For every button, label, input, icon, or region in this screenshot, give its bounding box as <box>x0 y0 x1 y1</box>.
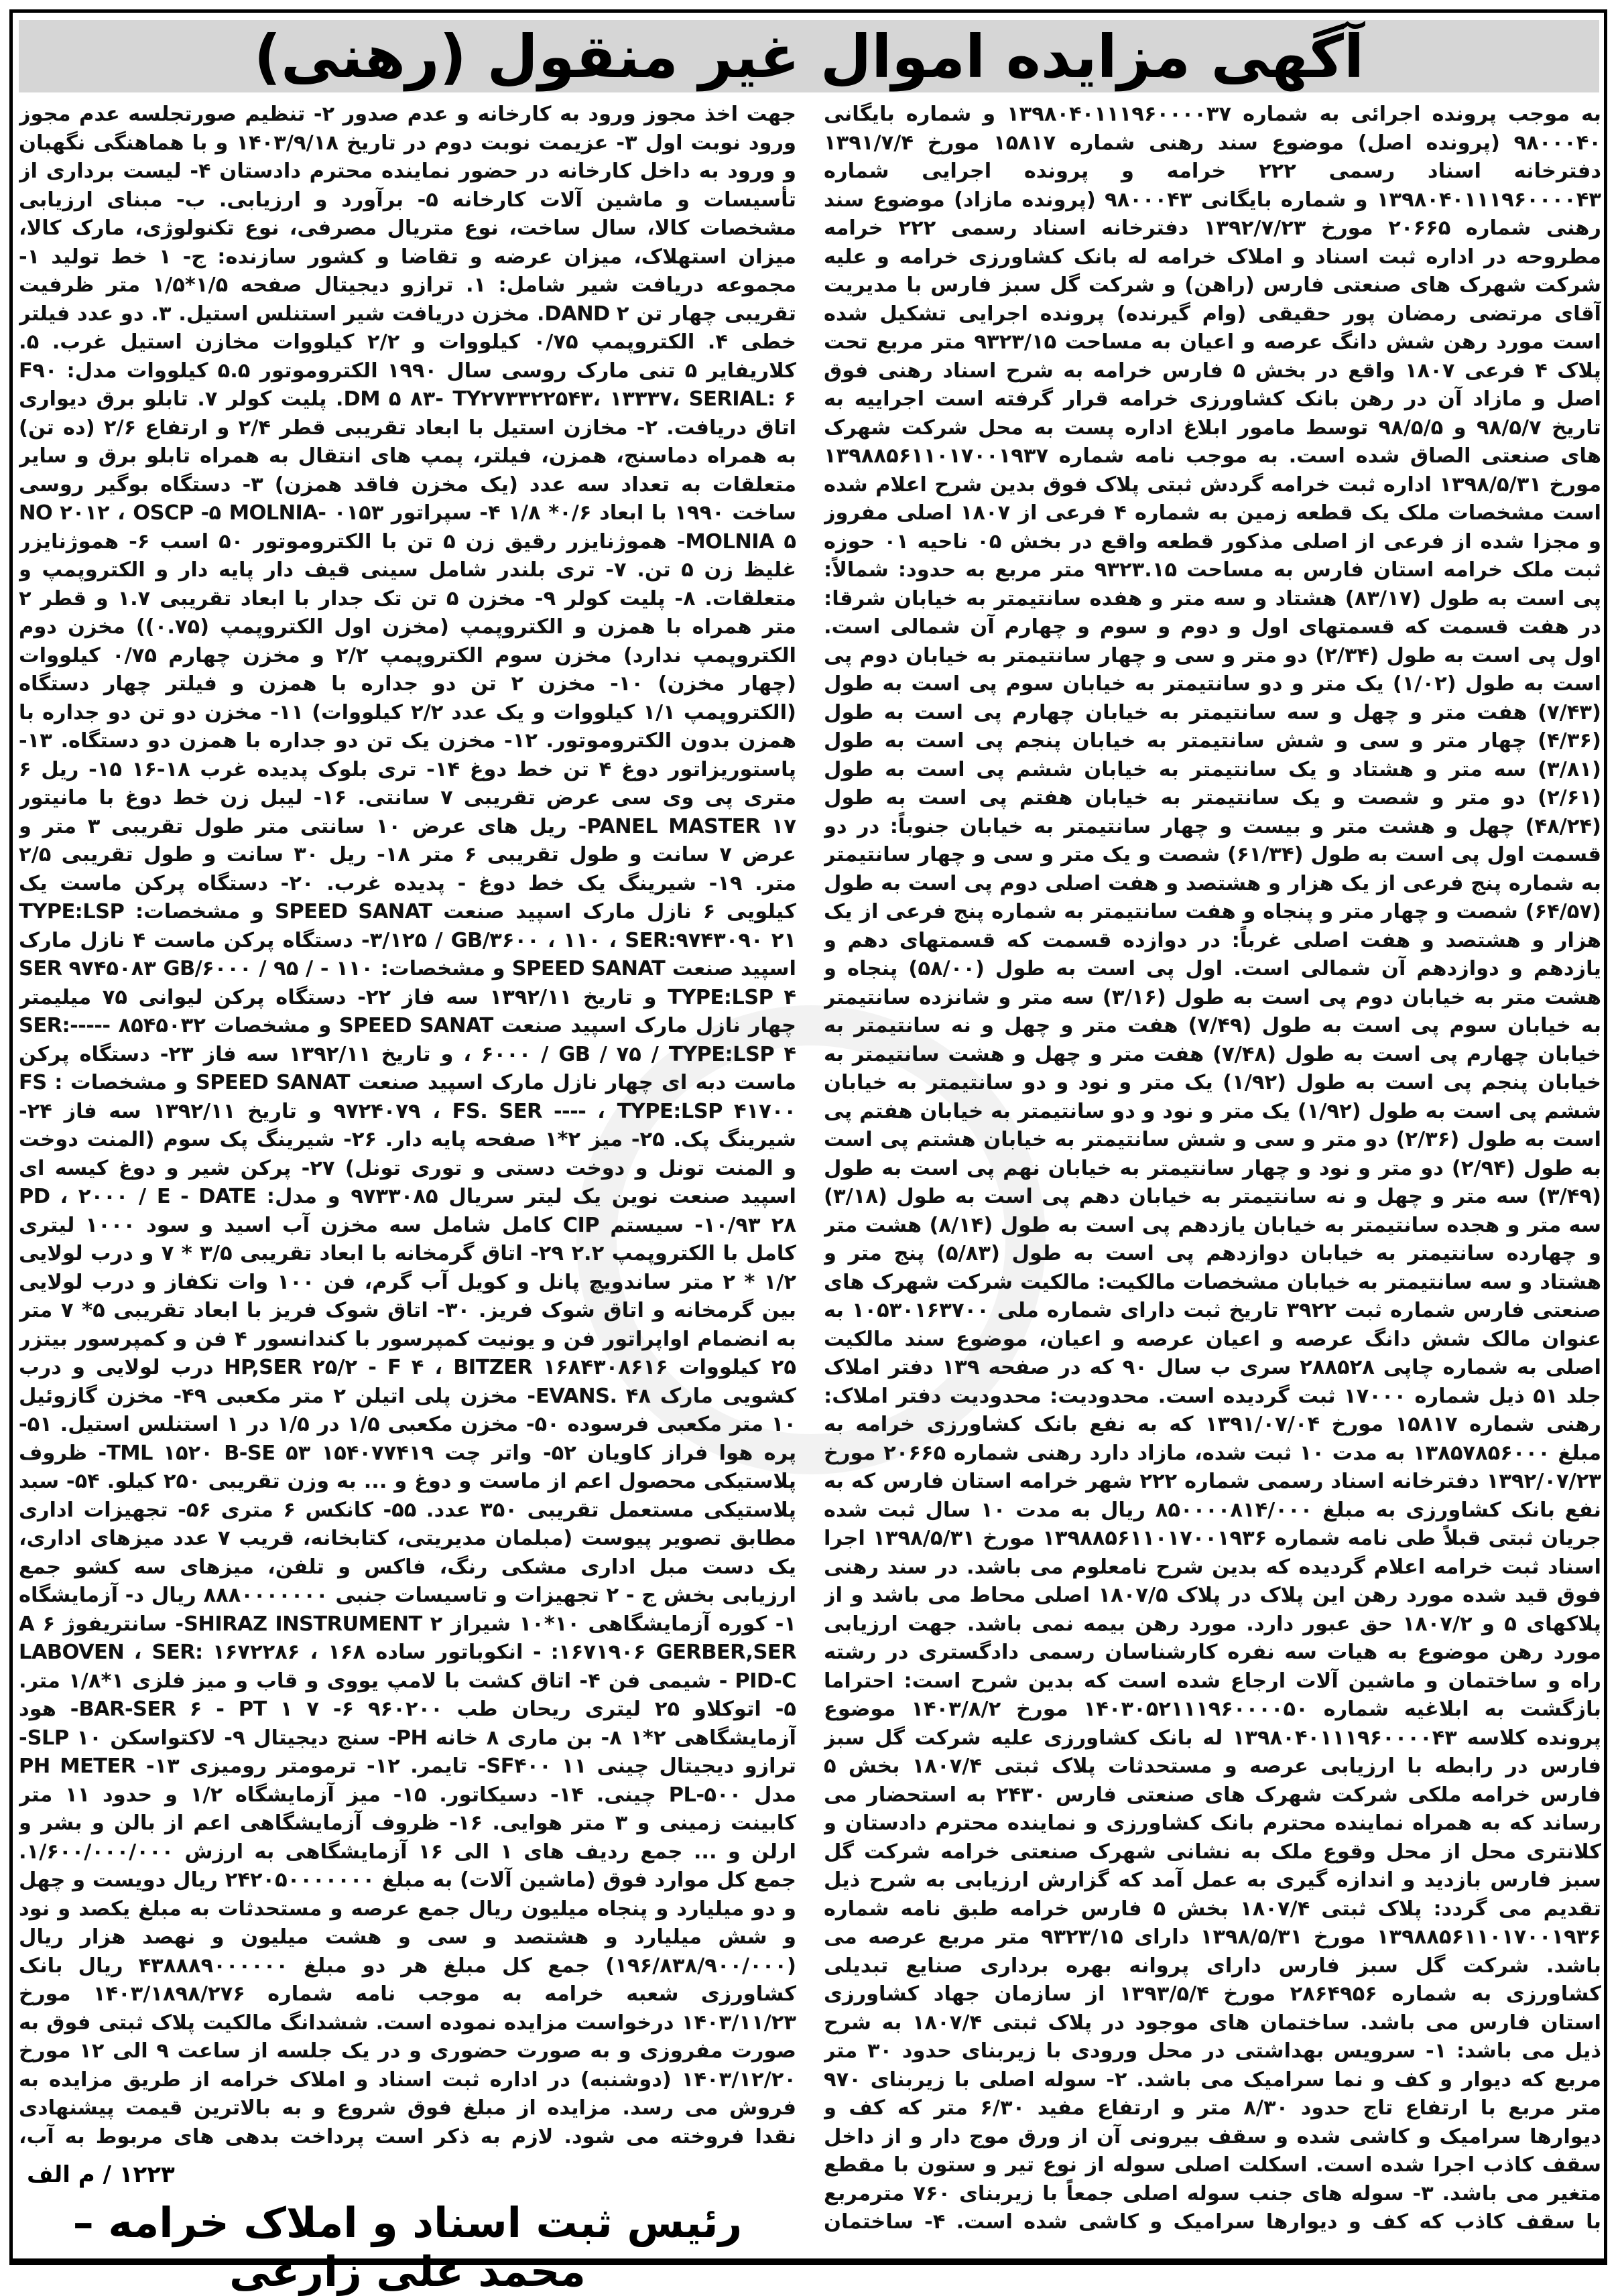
title-band <box>19 20 1599 92</box>
notice-title: آگهی مزایده اموال غیر منقول (رهنی) <box>253 21 1365 91</box>
reference-number: ۱۲۲۳ / م الف <box>27 2161 175 2188</box>
text-column-left: جهت اخذ مجوز ورود به کارخانه و عدم صدور ۲- تنظیم صورتجلسه عدم مجوز ورود نوبت اول ۳- عزیمت نوبت دوم در تاریخ ۱۴۰۳/۹/۱۸ و با هماهنگی نگهبان و ورود به داخل کارخانه در حضور نماینده محترم دادستان ۴- لیست برداری از تأسیسات و ماشین آلات کارخانه ۵- برآورد و ارزیابی. ب- مبنای ارزیابی مشخصات کالا، سال ساخت، نوع متریال مصرفی، نوع تکنولوژی، مارک کالا، میزان استهلاک، میزان عرضه و تقاضا و کشور سازنده: ج- ۱ خط تولید ۱- مجموعه دریافت شیر شامل: ۱. ترازو دیجیتال صفحه ۱/۵*۱/۵ متر ظرفیت تقریبی چهار تن DAND ۲. مخزن دریافت شیر استنلس استیل. ۳. دو عدد فیلتر خطی ۴. الکتروپمپ ۰/۷۵ کیلووات و ۲/۲ کیلووات مخازن استیل غرب. ۵. کلاریفایر ۵ تنی مارک روسی سال ۱۹۹۰ الکتروموتور ۵.۵ کیلووات مدل: F۹۰ DM ۵ ۸۳- TY۲۷۳۳۲۲۵۴۳، ۱۳۳۳۷، SERIAL: ۶. پلیت کولر ۷. تابلو برق دیواری اتاق دریافت. ۲- مخازن استیل با ابعاد تقریبی قطر ۲/۴ و ارتفاع ۲/۶ (ده تن) به همراه دماسنج، همزن، فیلتر، پمپ های انتقال به همراه تابلو برق و سایر متعلقات به تعداد سه عدد (یک مخزن فاقد همزن) ۳- دستگاه بوگیر روسی ساخت ۱۹۹۰ با ابعاد ۰/۶* ۱/۸ ۴- سپراتور ۰۱۵۳ NO ۲۰۱۲ ، OSCP -۵ MOLNIA-MOLNIA ۵- هموژنایزر رقیق زن ۵ تن با الکتروموتور ۵۰ اسب ۶- هموژنایزر غلیظ زن ۵ تن. ۷- تری بلندر شامل سینی قیف دار پایه دار و الکتروپمپ و متعلقات. ۸- پلیت کولر ۹- مخزن ۵ تن تک جدار با ابعاد تقریبی ۱.۷ و قطر ۲ متر همراه با همزن و الکتروپمپ (مخزن اول الکتروپمپ (۰.۷۵)) مخزن دوم الکتروپمپ ندارد) مخزن سوم الکتروپمپ ۲/۲ و مخزن چهارم ۰/۷۵ کیلووات (چهار مخزن) ۱۰- مخزن ۲ تن دو جداره با همزن و فیلتر چهار دستگاه (الکتروپمپ ۱/۱ کیلووات و یک عدد ۲/۲ کیلووات) ۱۱- مخزن دو تن دو جداره با همزن بدون الکتروموتور. ۱۲- مخزن یک تن دو جداره با همزن دو دستگاه. ۱۳- پاستوریزاتور دوغ ۴ تن خط دوغ ۱۴- تری بلوک پدیده غرب ۱۸-۱۶ ۱۵- ریل ۶ متری پی وی سی عرض تقریبی ۷ سانتی. ۱۶- لیبل زن خط دوغ با مانیتور PANEL MASTER ۱۷- ریل های عرض ۱۰ سانتی متر طول تقریبی ۳ متر و عرض ۷ سانت و طول تقریبی ۶ متر ۱۸- ریل ۳۰ سانت و طول تقریبی ۲/۵ متر. ۱۹- شیرینگ یک خط دوغ - پدیده غرب. ۲۰- دستگاه پرکن ماست یک کیلویی ۶ نازل مارک اسپید صنعت SPEED SANAT و مشخصات: TYPE:LSP ۳/۱۲۵ / GB/۳۶۰۰ ، ۱۱۰ ، SER:۹۷۴۳۰۹۰ ۲۱- دستگاه پرکن ماست ۴ نازل مارک اسپید صنعت SPEED SANAT و مشخصات: ۱۱۰ - SER ۹۷۴۵۰۸۳ GB/۶۰۰۰ / ۹۵ / TYPE:LSP ۴ و تاریخ ۱۳۹۲/۱۱ سه فاز ۲۲- دستگاه پرکن لیوانی ۷۵ میلیمتر چهار نازل مارک اسپید صنعت SPEED SANAT و مشخصات ۸۵۴۵۰۳۲ SER:----- ، ۶۰۰۰ / GB / ۷۵ / TYPE:LSP ۴ و تاریخ ۱۳۹۲/۱۱ سه فاز ۲۳- دستگاه پرکن ماست دبه ای چهار نازل مارک اسپید صنعت SPEED SANAT و مشخصات FS : ۹۷۲۴۰۷۹ ، FS. SER ---- ، TYPE:LSP ۴۱۷۰۰ و تاریخ ۱۳۹۲/۱۱ سه فاز ۲۴- شیرینگ پک. ۲۵- میز ۲*۱ صفحه پایه دار. ۲۶- شیرینگ پک سوم (المنت دوخت و المنت تونل و دوخت دستی و توری تونل) ۲۷- پرکن شیر و دوغ کیسه ای اسپید صنعت نوین یک لیتر سریال ۹۷۳۳۰۸۵ و مدل: PD ، ۲۰۰۰ / E - DATE ۱۰/۹۳ ۲۸- سیستم CIP کامل شامل سه مخزن آب اسید و سود ۱۰۰۰ لیتری کامل با الکتروپمپ ۲.۲ ۲۹- اتاق گرمخانه با ابعاد تقریبی ۳/۵ * ۷ و درب لولایی ۱/۲ * ۲ متر ساندویچ پانل و کویل آب گرم، فن ۱۰۰ وات تکفاز و درب لولایی بین گرمخانه و اتاق شوک فریز. ۳۰- اتاق شوک فریز با ابعاد تقریبی ۵* ۷ متر به انضمام اواپراتور فن و یونیت کمپرسور با کندانسور ۴ فن و کمپرسور بیتزر ۲۵ کیلووات ۱۶۸۴۳۰۸۶۱۶ HP,SER ۲۵/۲ - F ۴ ، BITZER درب لولایی و درب کشویی مارک EVANS. ۴۸- مخزن پلی اتیلن ۲ متر مکعبی ۴۹- مخزن گازوئیل ۱۰ متر مکعبی فرسوده ۵۰- مخزن مکعبی ۱/۵ در ۱/۵ در ۱ استنلس استیل. ۵۱- پره هوا فراز کاویان ۵۲- واتر چت ۱۵۴۰۷۷۴۱۹ TML ۱۵۲۰ B-SE ۵۳- ظروف پلاستیکی محصول اعم از ماست و دوغ و ... به وزن تقریبی ۲۵۰ کیلو. ۵۴- سبد پلاستیکی مستعمل تقریبی ۳۵۰ عدد. ۵۵- کانکس ۶ متری ۵۶- تجهیزات اداری مطابق تصویر پیوست (مبلمان مدیریتی، کتابخانه، قریب ۷ عدد میزهای اداری، یک دست مبل اداری مشکی رنگ، فاکس و تلفن، میزهای سه کشو جمع ارزیابی بخش ج - ۲ تجهیزات و تاسیسات جنبی ۸۸۸۰۰۰۰۰۰۰ ریال د- آزمایشگاه ۱- کوره آزمایشگاهی ۱۰*۱۰ شیراز SHIRAZ INSTRUMENT ۲- سانتریفوژ ۶ A ۱۶۷۱۹۰۶ GERBER,SER: - انکوباتور ساده LABOVEN ، SER: ۱۶۷۲۲۸۶ ، ۱۶۸ PID-C - شیمی فن ۴- اتاق کشت با لامپ یووی و قاب و میز فلزی ۱*۱/۸ متر. ۵- اتوکلاو ۲۵ لیتری ریحان طب ۹۶۰۲۰۰ ۶- BAR-SER ۶ - PT ۱ ۷- هود آزمایشگاهی ۲*۱ ۸- بن ماری ۸ خانه PH- سنج دیجیتال ۹- لاکتواسکن SLP ۱۰- ترازو دیجیتال چینی SF۴۰۰ ۱۱- تایمر. ۱۲- ترمومتر رومیزی ۱۳- PH METER مدل PL-۵۰۰ چینی. ۱۴- دسیکاتور. ۱۵- میز آزمایشگاه ۱/۲ و حدود ۱۱ متر کابینت زمینی و ۳ متر هوایی. ۱۶- ظروف آزمایشگاهی اعم از بالن و بشر و ارلن و ... جمع ردیف های ۱ الی ۱۶ آزمایشگاهی به ارزش ۱/۶۰۰/۰۰۰/۰۰۰. جمع کل موارد فوق (ماشین آلات) به مبلغ ۲۴۲۰۵۰۰۰۰۰۰۰ ریال دویست و چهل و دو میلیارد و پنجاه میلیون ریال جمع عرصه و مستحدثات به مبلغ یکصد و نود و شش میلیارد و هشتصد و سی و هشت میلیون و نهصد هزار ریال (۱۹۶/۸۳۸/۹۰۰/۰۰۰) جمع کل مبلغ هر دو مبلغ ۴۳۸۸۸۹۰۰۰۰۰۰ ریال بانک کشاورزی شعبه خرامه به موجب نامه شماره ۱۴۰۳/۱۸۹۸/۲۷۶ مورخ ۱۴۰۳/۱۱/۲۳ درخواست مزایده نموده است. ششدانگ مالکیت پلاک ثبتی فوق به صورت مفروزی و به صورت حضوری و در یک جلسه از ساعت ۹ الی ۱۲ مورخ ۱۴۰۳/۱۲/۲۰ (دوشنبه) در اداره ثبت اسناد و املاک خرامه از طریق مزایده به فروش می رسد. مزایده از مبلغ فوق شروع و به بالاترین قیمت پیشنهادی نقدا فروخته می شود. لازم به ذکر است پرداخت بدهی های مربوط به آب، <box>19 103 796 2149</box>
signature-line: رئیس ثبت اسناد و املاک خرامه – محمد علی زارعی <box>72 2198 743 2296</box>
text-column-right: به موجب پرونده اجرائی به شماره ۱۳۹۸۰۴۰۱۱۱۹۶۰۰۰۰۳۷ و شماره بایگانی ۹۸۰۰۰۴۰ (پرونده اصل) موضوع سند رهنی شماره ۱۵۸۱۷ مورخ ۱۳۹۱/۷/۴ دفترخانه اسناد رسمی ۲۲۲ خرامه و پرونده اجرایی شماره ۱۳۹۸۰۴۰۱۱۱۹۶۰۰۰۰۴۳ و شماره بایگانی ۹۸۰۰۰۴۳ (پرونده مازاد) موضوع سند رهنی شماره ۲۰۶۶۵ مورخ ۱۳۹۲/۷/۲۳ دفترخانه اسناد رسمی ۲۲۲ خرامه مطروحه در اداره ثبت اسناد و املاک خرامه له بانک کشاورزی خرامه و علیه شرکت شهرک های صنعتی فارس (راهن) و شرکت گل سبز فارس با مدیریت آقای مرتضی رمضان پور حقیقی (وام گیرنده) پرونده اجرایی تشکیل شده است مورد رهن شش دانگ عرصه و اعیان به مساحت ۹۳۲۳/۱۵ متر مربع تحت پلاک ۴ فرعی ۱۸۰۷ واقع در بخش ۵ فارس خرامه به شرح اسناد رهنی فوق اصل و مازاد آن در رهن بانک کشاورزی خرامه قرار گرفته است اجراییه به تاریخ ۹۸/۵/۷ و ۹۸/۵/۵ توسط مامور ابلاغ اداره پست به محل شرکت شهرک های صنعتی الصاق شده است. به موجب نامه شماره ۱۳۹۸۸۵۶۱۱۰۱۷۰۰۱۹۳۷ مورخ ۱۳۹۸/۵/۳۱ اداره ثبت خرامه گردش ثبتی پلاک فوق بدین شرح اعلام شده است مشخصات ملک یک قطعه زمین به شماره ۴ فرعی از ۱۸۰۷ اصلی مفروز و مجزا شده از فرعی از اصلی مذکور قطعه واقع در بخش ۰۵ ناحیه ۰۱ حوزه ثبت ملک خرامه استان فارس به مساحت ۹۳۲۳.۱۵ متر مربع به حدود: شمالاً: پی است به طول (۸۳/۱۷) هشتاد و سه متر و هفده سانتیمتر به خیابان شرقا: در هفت قسمت که قسمتهای اول و دوم و سوم و چهارم آن شمالی است. اول پی است به طول (۲/۳۴) دو متر و سی و چهار سانتیمتر به خیابان دوم پی است به طول (۱/۰۲) یک متر و دو سانتیمتر به خیابان سوم پی است به طول (۷/۴۳) هفت متر و چهل و سه سانتیمتر به خیابان چهارم پی است به طول (۴/۳۶) چهار متر و سی و شش سانتیمتر به خیابان پنجم پی است به طول (۳/۸۱) سه متر و هشتاد و یک سانتیمتر به خیابان ششم پی است به طول (۲/۶۱) دو متر و شصت و یک سانتیمتر به خیابان هفتم پی است به طول (۴۸/۲۴) چهل و هشت متر و بیست و چهار سانتیمتر به خیابان جنوباً: در دو قسمت اول پی است به طول (۶۱/۳۴) شصت و یک متر و سی و چهار سانتیمتر به شماره پنج فرعی از یک هزار و هشتصد و هفت اصلی دوم پی است به طول (۶۴/۵۷) شصت و چهار متر و پنجاه و هفت سانتیمتر به شماره پنج فرعی از یک هزار و هشتصد و هفت اصلی غرباً: در دوازده قسمت که قسمتهای دهم و یازدهم و دوازدهم آن شمالی است. اول پی است به طول (۵۸/۰۰) پنجاه و هشت متر به خیابان دوم پی است به طول (۳/۱۶) سه متر و شانزده سانتیمتر به خیابان سوم پی است به طول (۷/۴۹) هفت متر و چهل و نه سانتیمتر به خیابان چهارم پی است به طول (۷/۴۸) هفت متر و چهل و هشت سانتیمتر به خیابان پنجم پی است به طول (۱/۹۲) یک متر و نود و دو سانتیمتر به خیابان ششم پی است به طول (۱/۹۲) یک متر و نود و دو سانتیمتر به خیابان هفتم پی است به طول (۲/۳۶) دو متر و سی و شش سانتیمتر به خیابان هشتم پی است به طول (۲/۹۴) دو متر و نود و چهار سانتیمتر به خیابان نهم پی است به طول (۳/۴۹) سه متر و چهل و نه سانتیمتر به خیابان دهم پی است به طول (۳/۱۸) سه متر و هجده سانتیمتر به خیابان یازدهم پی است به طول (۸/۱۴) هشت متر و چهارده سانتیمتر به خیابان دوازدهم پی است به طول (۵/۸۳) پنج متر و هشتاد و سه سانتیمتر به خیابان مشخصات مالکیت: مالکیت شرکت شهرک های صنعتی فارس شماره ثبت ۳۹۲۲ تاریخ ثبت دارای شماره ملی ۱۰۵۳۰۱۶۳۷۰۰ به عنوان مالک شش دانگ عرصه و اعیان عرصه و اعیان، موضوع سند مالکیت اصلی به شماره چاپی ۲۸۸۵۲۸ سری ب سال ۹۰ که در صفحه ۱۳۹ دفتر املاک جلد ۵۱ ذیل شماره ۱۷۰۰۰ ثبت گردیده است. محدودیت: محدودیت دفتر املاک: رهنی شماره ۱۵۸۱۷ مورخ ۱۳۹۱/۰۷/۰۴ که به نفع بانک کشاورزی خرامه به مبلغ ۱۳۸۵۷۸۵۶۰۰۰ به مدت ۱۰ ثبت شده، مازاد دارد رهنی شماره ۲۰۶۶۵ مورخ ۱۳۹۲/۰۷/۲۳ دفترخانه اسناد رسمی شماره ۲۲۲ شهر خرامه استان فارس که به نفع بانک کشاورزی به مبلغ ۸۵۰۰۰۰۸۱۴/۰۰۰ ریال به مدت ۱۰ سال ثبت شده جریان ثبتی قبلاً طی نامه شماره ۱۳۹۸۸۵۶۱۱۰۱۷۰۰۱۹۳۶ مورخ ۱۳۹۸/۵/۳۱ اجرا اسناد ثبت خرامه اعلام گردیده که بدین شرح نامعلوم می باشد. در سند رهنی فوق قید شده مورد رهن این پلاک در پلاک ۱۸۰۷/۵ اصلی محاط می باشد و از پلاکهای ۵ و ۱۸۰۷/۲ حق عبور دارد. مورد رهن بیمه نمی باشد. جهت ارزیابی مورد رهن موضوع به هیات سه نفره کارشناسان رسمی دادگستری در رشته راه و ساختمان و ماشین آلات ارجاع شده است که بدین شرح است: احتراما بازگشت به ابلاغیه شماره ۱۴۰۳۰۵۲۱۱۱۹۶۰۰۰۰۵۰ مورخ ۱۴۰۳/۸/۲ موضوع پرونده کلاسه ۱۳۹۸۰۴۰۱۱۱۹۶۰۰۰۰۴۳ له بانک کشاورزی علیه شرکت گل سبز فارس در رابطه با ارزیابی عرصه و مستحدثات پلاک ثبتی ۱۸۰۷/۴ بخش ۵ فارس خرامه ملکی شرکت شهرک های صنعتی فارس ۲۴۳۰ به استحضار می رساند که به همراه نماینده محترم بانک کشاورزی و نماینده محترم دادستان و کلانتری محل از محل وقوع ملک به نشانی شهرک صنعتی خرامه شرکت گل سبز فارس بازدید و اندازه گیری به عمل آمد که گزارش ارزیابی به شرح ذیل تقدیم می گردد: پلاک ثبتی ۱۸۰۷/۴ بخش ۵ فارس خرامه طبق نامه شماره ۱۳۹۸۸۵۶۱۱۰۱۷۰۰۱۹۳۶ مورخ ۱۳۹۸/۵/۳۱ دارای ۹۳۲۳/۱۵ متر مربع عرصه می باشد. شرکت گل سبز فارس دارای پروانه بهره برداری صنایع تبدیلی کشاورزی به شماره ۲۸۶۴۹۵۶ مورخ ۱۳۹۳/۵/۴ از سازمان جهاد کشاورزی استان فارس می باشد. ساختمان های موجود در پلاک ثبتی ۱۸۰۷/۴ به شرح ذیل می باشد: ۱- سرویس بهداشتی در محل ورودی با زیربنای حدود ۳۰ متر مربع که دیوار و کف و نما سرامیک می باشد. ۲- سوله اصلی با زیربنای ۹۷۰ متر مربع با ارتفاع تاج حدود ۸/۳۰ متر و ارتفاع مفید ۶/۳۰ متر که کف و دیوارها سرامیک و کاشی شده و سقف بیرونی آن از ورق موج دار و از داخل سقف کاذب اجرا شده است. اسکلت اصلی سوله از نوع تیر و ستون با مقطع متغیر می باشد. ۳- سوله های جنب سوله اصلی جمعاً با زیربنای ۷۶۰ مترمربع با سقف کاذب که کف و دیوارها سرامیک و کاشی شده است. ۴- ساختمان <box>824 103 1601 2234</box>
